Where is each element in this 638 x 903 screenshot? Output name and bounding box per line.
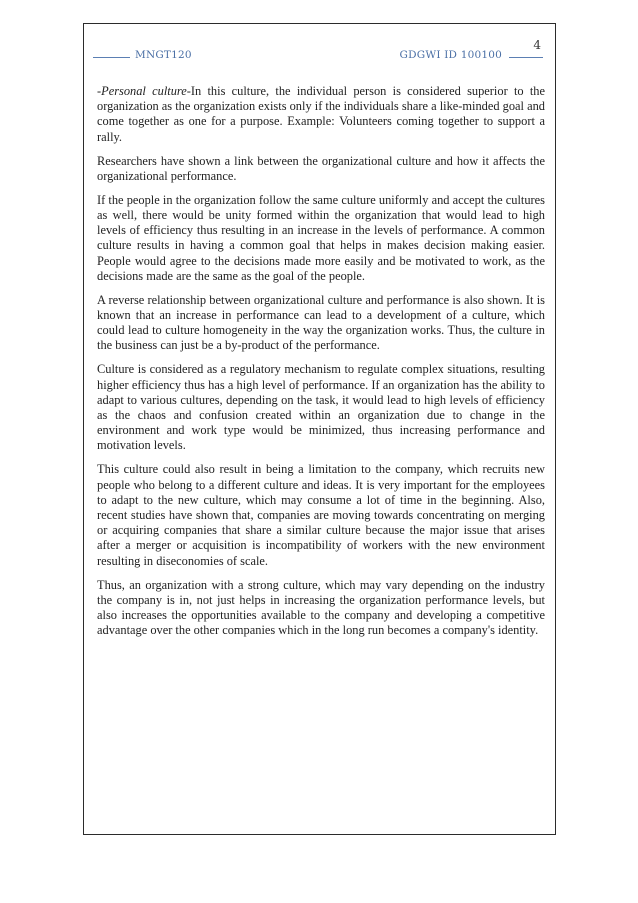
paragraph: If the people in the organization follow the same culture uniformly and accept the cultures as well, there would be unity formed within the organization that would lead to high levels of efficiency thus resulting in an increase in the levels of performance. A common culture results in having a common goal that helps in makes decision making easier. People would agree to the decisions made more easily and be motivated to work, as the decisions made are the same as the goal of the people. — [97, 192, 545, 283]
header-rule-left — [93, 57, 130, 58]
paragraph-personal-culture — [97, 84, 545, 145]
paragraph: A reverse relationship between organizational culture and performance is also shown. It is known that an increase in performance can lead to a development of a culture, which could lead to culture homogeneity in the way the organization works. Thus, the culture in the business can just be a by-product of the performance. — [97, 292, 545, 353]
paragraph: This culture could also result in being a limitation to the company, which recruits new people who belong to a different culture and ideas. It is very important for the employees to adapt to the new culture, which may consume a lot of time in the beginning. Also, recent studies have shown that, companies are moving towards concentrating on merging or acquiring companies that share a similar culture because the major issue that arises after a merger or acquisition is incompatibility of workers with the new environment resulting in diseconomies of scale. — [97, 462, 545, 568]
term-personal-culture: -Personal culture — [97, 84, 187, 98]
header-rule-right — [509, 57, 543, 58]
paragraph: Researchers have shown a link between the organizational culture and how it affects the organizational performance. — [97, 153, 545, 183]
student-id: GDGWI ID 100100 — [399, 49, 502, 61]
paragraph-text: -In this culture, the individual person is considered superior to the organization as the organization exists only if the individuals share a like-minded goal and come together as one for a purpose. Example: Volunteers coming together to support a rally. — [97, 84, 545, 144]
paragraph: Thus, an organization with a strong culture, which may vary depending on the industry the company is in, not just helps in increasing the organization performance levels, but also increases the opportunities available to the company and developing a competitive advantage over the other companies which in the long run becomes a company's identity. — [97, 577, 545, 638]
paragraph: Culture is considered as a regulatory mechanism to regulate complex situations, resulting higher efficiency thus has a high level of performance. If an organization has the ability to adapt to various cultures, depending on the task, it would lead to high levels of efficiency as the chaos and confusion created within an organization due to change in the environment and work type would be minimized, thus increasing performance and motivation levels. — [97, 362, 545, 453]
page-header — [93, 49, 543, 65]
course-code: MNGT120 — [135, 49, 192, 61]
document-body — [97, 84, 545, 647]
page-number: 4 — [533, 38, 541, 52]
